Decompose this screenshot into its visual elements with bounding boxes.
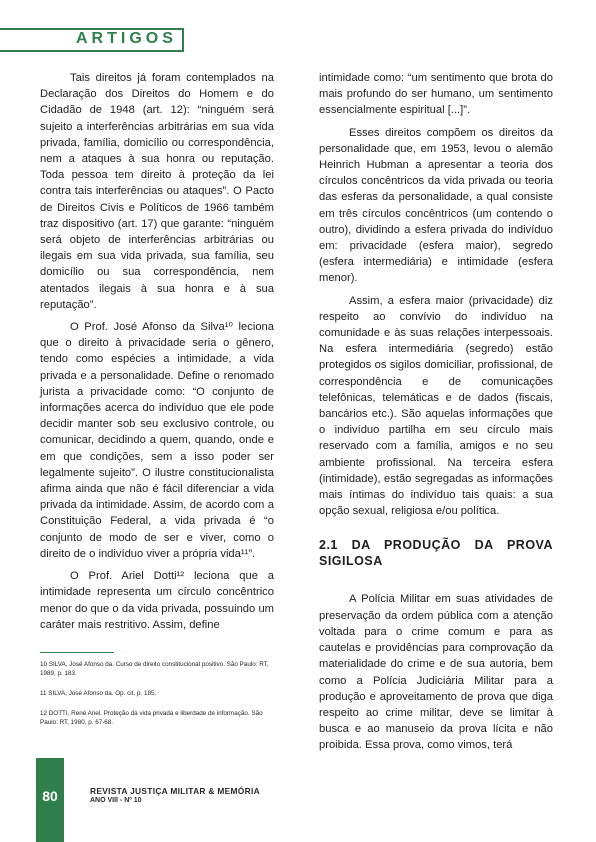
journal-title: REVISTA JUSTIÇA MILITAR & MEMÓRIA [90,786,260,796]
left-column [40,70,274,639]
paragraph: intimidade como: “um sentimento que brota do mais profundo do ser humano, um sentimento essencialmente espiritual [...]”. [319,72,553,117]
footnote: 11 SILVA, José Afonso da. Op. cit. p. 185. [40,690,157,697]
footnote: 10 SILVA, José Afonso da. Curso de direito constitucional positivo. São Paulo: RT, 1989, p. 183. [40,661,269,677]
section-header-title: ARTIGOS [76,30,177,47]
right-column [319,70,553,760]
paragraph: Tais direitos já foram contemplados na Declaração dos Direitos do Homem e do Cidadão de 1948 (art. 12): “ninguém será sujeito a interferências arbitrárias em sua vida privada, família, domicílio ou correspondência, nem a ataques à sua honra ou reputação. Toda pessoa tem direito à proteção da lei contra tais interferências ou ataques”. O Pacto de Direitos Civis e Políticos de 1966 também traz dispositivo (art. 17) que garante: “ninguém será objeto de interferências arbitrárias ou ilegais em sua vida privada, sua família, seu domicílio ou sua correspondência, nem atentados ilegais à sua honra e à sua reputação”. [40,72,274,311]
page-number: 80 [42,788,58,804]
section-heading: 2.1 DA PRODUÇÃO DA PROVA SIGILOSA [319,538,553,569]
footnotes [40,660,280,738]
paragraph: A Polícia Militar em suas atividades de preservação da ordem pública com a atenção voltada para o crime comum e para as cautelas e providências para comprovação da materialidade do crime e de sua autoria, bem como a Polícia Judiciária Militar para a produção e aproveitamento de prova que diga respeito ao crime militar, deve se limitar à busca e ao manuseio da prova lícita e não proibida. Essa prova, como vimos, terá [319,593,553,752]
paragraph: O Prof. José Afonso da Silva¹⁰ leciona que o direito à privacidade seria o gênero, tendo como espécies a intimidade, a vida privada e a personalidade. Define o renomado jurista a privacidade como: “O conjunto de informações acerca do indivíduo que ele pode decidir manter sob seu exclusivo controle, ou comunicar, decidindo a quem, quando, onde e em que condições, sem a isso poder ser legalmente sujeito”. O ilustre constitucionalista afirma ainda que não é fácil diferenciar a vida privada da intimidade. Assim, de acordo com a Constituição Federal, a vida privada é “o conjunto de modo de ser e viver, como o direito de o indivíduo viver a própria vida¹¹”. [40,321,274,560]
paragraph: Esses direitos compõem os direitos da personalidade que, em 1953, levou o alemão Heinrich Hubman a apresentar a teoria dos círculos concêntricos da vida privada ou teoria das esferas da personalidade, a qual consiste em três círculos concêntricos (um contendo o outro), dividindo a esfera privada do indivíduo em: privacidade (esfera maior), segredo (esfera intermediária) e intimidade (esfera menor). [319,126,553,285]
journal-issue: ANO VIII - Nº 10 [90,797,142,804]
footnote: 12 DOTTI, René Ariel. Proteção da vida privada e liberdade de informação. São Paulo: RT, 1980, p. 67-68. [40,710,263,726]
paragraph: O Prof. Ariel Dotti¹² leciona que a intimidade representa um círculo concêntrico menor do que o da vida privada, possuindo um caráter mais restritivo. Assim, define [40,570,274,631]
footnote-divider [40,652,114,653]
paragraph: Assim, a esfera maior (privacidade) diz respeito ao convívio do indivíduo na comunidade e às suas relações interpessoais. Na esfera intermediária (segredo) estão protegidos os sigilos domiciliar, profissional, de correspondência e de comunicações telefônicas, telemáticas e de dados (fiscais, bancários etc.). São aquelas informações que o indivíduo partilha em seu círculo mais reservado com a família, amigos e no seu ambiente profissional. Na terceira esfera (intimidade), estão segregadas as informações mais íntimas do indivíduo tais quais: a sua opção sexual, religiosa e/ou política. [319,294,553,518]
